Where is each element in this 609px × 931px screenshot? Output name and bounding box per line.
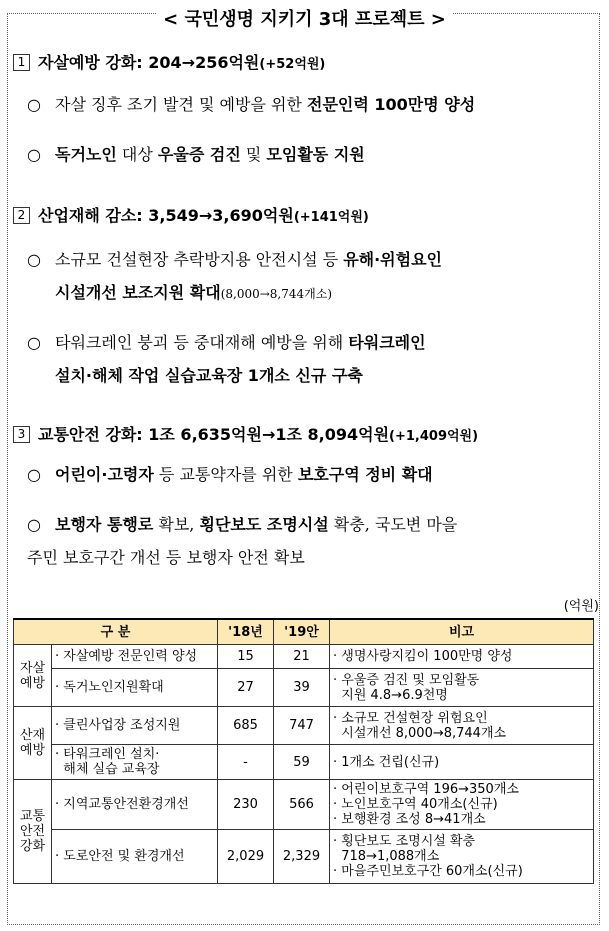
bullet-bold: 시설개선 보조지원 확대 xyxy=(55,283,221,302)
bullet-bold: 어린이·고령자 xyxy=(55,465,154,484)
bullet-bold: 타워크레인 xyxy=(348,333,426,352)
bullet-text: 자살 징후 조기 발견 및 예방을 위한 xyxy=(55,95,307,114)
value-2019: 2,329 xyxy=(274,830,330,884)
bullet-text: 주민 보호구간 개선 등 보행자 안전 확보 xyxy=(27,548,305,567)
bullet-text: 확충, 국도변 마을 xyxy=(328,515,458,534)
bullet-text: 타워크레인 붕괴 등 중대재해 예방을 위해 xyxy=(55,333,349,352)
bullet-bold: 모임활동 지원 xyxy=(266,145,365,164)
item-cell: · 타워크레인 설치· 해체 실습 교육장 xyxy=(52,745,218,780)
unit-label: (억원) xyxy=(563,599,599,614)
section-delta: (+141억원) xyxy=(293,210,369,225)
bullet-small: (8,000→8,744개소) xyxy=(220,287,333,301)
bullet-text: 등 교통약자를 위한 xyxy=(153,465,298,484)
header-note: 비고 xyxy=(330,619,594,645)
bullet-bold: 독거노인 xyxy=(55,145,117,164)
document-title xyxy=(0,5,609,31)
item-cell: · 독거노인지원확대 xyxy=(52,669,218,707)
value-2019: 566 xyxy=(274,780,330,830)
value-2018: 27 xyxy=(218,669,274,707)
section-1-heading xyxy=(13,50,325,73)
value-2018: - xyxy=(218,745,274,780)
bullet-item: ○ 보행자 통행로 확보, 횡단보도 조명시설 확충, 국도변 마을 주민 보호구간 개선 등 보행자 안전 확보 xyxy=(27,515,458,567)
bullet-text: 확보, xyxy=(153,515,200,534)
section-heading-text: 자살예방 강화: 204→256억원 xyxy=(38,53,260,72)
section-heading-text: 교통안전 강화: 1조 6,635억원→1조 8,094억원 xyxy=(38,425,390,444)
budget-table xyxy=(13,618,594,884)
section-3-heading xyxy=(13,422,478,445)
bullet-bold: 설치·해체 작업 실습교육장 1개소 신규 구축 xyxy=(55,366,363,385)
value-2019: 21 xyxy=(274,645,330,669)
table-header-row xyxy=(14,619,594,645)
value-2018: 15 xyxy=(218,645,274,669)
note-cell: · 우울증 검진 및 모임활동 지원 4.8→6.9천명 xyxy=(330,669,594,707)
note-cell: · 횡단보도 조명시설 확충 718→1,088개소 · 마을주민보호구간 60개소(신규) xyxy=(330,830,594,884)
item-cell: · 도로안전 및 환경개선 xyxy=(52,830,218,884)
note-cell: · 1개소 건립(신규) xyxy=(330,745,594,780)
bullet-bold: 보행자 통행로 xyxy=(55,515,154,534)
group-label: 산재 예방 xyxy=(14,707,52,780)
group-label: 교통 안전 강화 xyxy=(14,780,52,884)
bullet-item: ○ 독거노인 대상 우울증 검진 및 모임활동 지원 xyxy=(27,145,365,164)
header-category: 구 분 xyxy=(14,619,218,645)
bullet-item: ○ 자살 징후 조기 발견 및 예방을 위한 전문인력 100만명 양성 xyxy=(27,95,476,114)
value-2019: 39 xyxy=(274,669,330,707)
section-number: 3 xyxy=(13,426,30,443)
group-label: 자살 예방 xyxy=(14,645,52,707)
value-2019: 747 xyxy=(274,707,330,745)
bullet-bold: 우울증 검진 xyxy=(157,145,241,164)
value-2019: 59 xyxy=(274,745,330,780)
bullet-item: ○ 어린이·고령자 등 교통약자를 위한 보호구역 정비 확대 xyxy=(27,465,433,484)
bullet-item: ○ 소규모 건설현장 추락방지용 안전시설 등 유해·위험요인 시설개선 보조지원 확대(8,000→8,744개소) xyxy=(27,250,443,302)
table-row xyxy=(14,645,594,669)
bullet-bold: 전문인력 100만명 양성 xyxy=(307,95,476,114)
table-row xyxy=(14,745,594,780)
section-heading-text: 산업재해 감소: 3,549→3,690억원 xyxy=(38,206,294,225)
section-delta: (+1,409억원) xyxy=(389,429,479,444)
value-2018: 230 xyxy=(218,780,274,830)
item-cell: · 자살예방 전문인력 양성 xyxy=(52,645,218,669)
table-row xyxy=(14,669,594,707)
title-text: < 국민생명 지키기 3대 프로젝트 > xyxy=(157,9,452,30)
section-delta: (+52억원) xyxy=(259,57,326,72)
header-2019: '19안 xyxy=(274,619,330,645)
header-2018: '18년 xyxy=(218,619,274,645)
bullet-bold: 보호구역 정비 확대 xyxy=(297,465,433,484)
bullet-text: 및 xyxy=(240,145,267,164)
section-2-heading xyxy=(13,203,369,226)
table-row xyxy=(14,780,594,830)
bullet-bold: 횡단보도 조명시설 xyxy=(199,515,329,534)
value-2018: 685 xyxy=(218,707,274,745)
note-cell: · 생명사랑지킴이 100만명 양성 xyxy=(330,645,594,669)
value-2018: 2,029 xyxy=(218,830,274,884)
table-row xyxy=(14,707,594,745)
note-cell: · 소규모 건설현장 위험요인 시설개선 8,000→8,744개소 xyxy=(330,707,594,745)
section-number: 1 xyxy=(13,54,30,71)
bullet-bold: 유해·위험요인 xyxy=(343,250,443,269)
item-cell: · 지역교통안전환경개선 xyxy=(52,780,218,830)
section-number: 2 xyxy=(13,207,30,224)
bullet-text: 대상 xyxy=(116,145,158,164)
table-row xyxy=(14,830,594,884)
bullet-item: ○ 타워크레인 붕괴 등 중대재해 예방을 위해 타워크레인 설치·해체 작업 실습교육장 1개소 신규 구축 xyxy=(27,333,426,385)
note-cell: · 어린이보호구역 196→350개소 · 노인보호구역 40개소(신규) · 보행환경 조성 8→41개소 xyxy=(330,780,594,830)
item-cell: · 클린사업장 조성지원 xyxy=(52,707,218,745)
bullet-text: 소규모 건설현장 추락방지용 안전시설 등 xyxy=(55,250,344,269)
